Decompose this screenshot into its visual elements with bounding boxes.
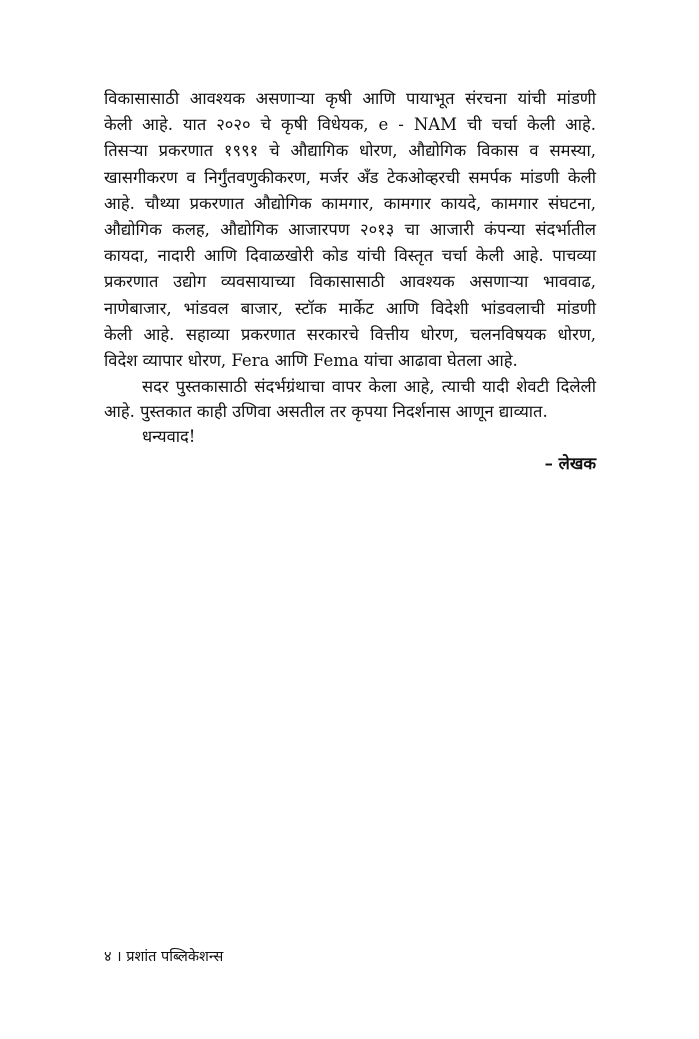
text-line: प्रकरणात उद्योग व्यवसायाच्या विकासासाठी आवश्यक असणाऱ्या भाववाढ, (104, 272, 596, 292)
page-body (104, 86, 596, 479)
text-line: तिसऱ्या प्रकरणात १९९१ चे औद्यागिक धोरण, औद्योगिक विकास व समस्या, (104, 141, 596, 161)
text-line: कायदा, नादारी आणि दिवाळखोरी कोड यांची विस्तृत चर्चा केली आहे. पाचव्या (104, 246, 596, 266)
text-line: सदर पुस्तकासाठी संदर्भग्रंथाचा वापर केला आहे, त्याची यादी शेवटी दिलेली (142, 377, 596, 397)
paragraph-1 (104, 86, 596, 374)
text-line: नाणेबाजार, भांडवल बाजार, स्टॉक मार्केट आणि विदेशी भांडवलाची मांडणी (104, 298, 596, 318)
text-line: आहे. पुस्तकात काही उणिवा असतील तर कृपया निदर्शनास आणून द्याव्यात. (104, 402, 548, 422)
author-signature: – लेखक (544, 454, 596, 474)
text-line: विदेश व्यापार धोरण, Fera आणि Fema यांचा आढावा घेतला आहे. (104, 350, 518, 370)
thanks-text: धन्यवाद! (142, 427, 196, 447)
page-footer: ४ । प्रशांत पब्लिकेशन्स (104, 949, 224, 965)
text-line: खासगीकरण व निर्गुंतवणुकीकरण, मर्जर अँड टेकओव्हरची समर्पक मांडणी केली (104, 167, 596, 187)
text-line: केली आहे. सहाव्या प्रकरणात सरकारचे वित्तीय धोरण, चलनविषयक धोरण, (104, 324, 596, 344)
text-line: आहे. चौथ्या प्रकरणात औद्योगिक कामगार, कामगार कायदे, कामगार संघटना, (104, 193, 596, 213)
text-line: केली आहे. यात २०२० चे कृषी विधेयक, e - NAM ची चर्चा केली आहे. (104, 115, 596, 135)
text-line: विकासासाठी आवश्यक असणाऱ्या कृषी आणि पायाभूत संरचना यांची मांडणी (104, 89, 596, 108)
paragraph-2 (104, 374, 596, 449)
text-line: औद्योगिक कलह, औद्योगिक आजारपण २०१३ चा आजारी कंपन्या संदर्भातील (104, 219, 596, 239)
